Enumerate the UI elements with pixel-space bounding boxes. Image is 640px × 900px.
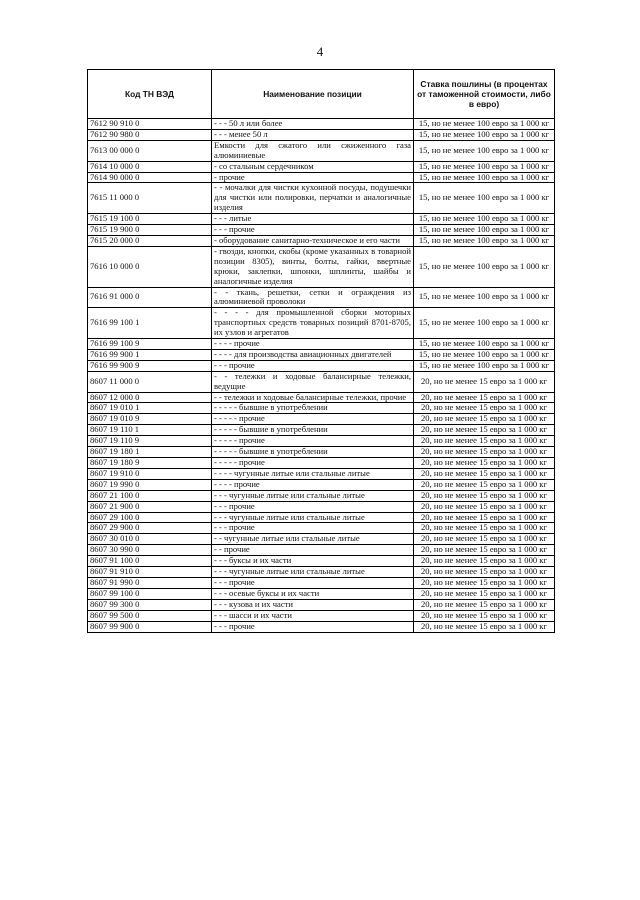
rate-cell: 20, но не менее 15 евро за 1 000 кг [414,577,555,588]
name-cell: - - - - для производства авиационных двигателей [212,349,414,360]
name-cell: - - мочалки для чистки кухонной посуды, подушечки для чистки или полировки, перчатки и аналогичные изделия [212,183,414,214]
name-cell: - - - менее 50 л [212,129,414,140]
table-row [88,425,555,436]
name-cell: - - - прочие [212,621,414,632]
code-cell: 8607 29 900 0 [88,523,212,534]
code-cell: 7612 90 910 0 [88,119,212,130]
rate-cell: 20, но не менее 15 евро за 1 000 кг [414,447,555,458]
name-cell: - - - осевые буксы и их части [212,588,414,599]
rate-cell: 20, но не менее 15 евро за 1 000 кг [414,523,555,534]
rate-cell: 15, но не менее 100 евро за 1 000 кг [414,129,555,140]
rate-cell: 20, но не менее 15 евро за 1 000 кг [414,556,555,567]
rate-cell: 15, но не менее 100 евро за 1 000 кг [414,235,555,246]
name-cell: - - - шасси и их части [212,610,414,621]
rate-cell: 15, но не менее 100 евро за 1 000 кг [414,214,555,225]
code-cell: 7616 91 000 0 [88,287,212,308]
table-header-row [88,70,555,119]
table-row [88,235,555,246]
code-cell: 8607 21 100 0 [88,490,212,501]
table-row [88,287,555,308]
code-cell: 8607 99 500 0 [88,610,212,621]
table-row [88,403,555,414]
code-cell: 8607 30 990 0 [88,545,212,556]
table-row [88,436,555,447]
table-row [88,161,555,172]
rate-cell: 15, но не менее 100 евро за 1 000 кг [414,183,555,214]
code-cell: 7615 20 000 0 [88,235,212,246]
code-cell: 8607 19 990 0 [88,479,212,490]
rate-cell: 20, но не менее 15 евро за 1 000 кг [414,545,555,556]
page-number: 4 [316,44,324,59]
code-cell: 7615 11 000 0 [88,183,212,214]
table-row [88,577,555,588]
header-name: Наименование позиции [212,70,414,119]
table-row [88,468,555,479]
code-cell: 7615 19 100 0 [88,214,212,225]
code-cell: 8607 19 010 1 [88,403,212,414]
code-cell: 8607 19 010 9 [88,414,212,425]
rate-cell: 20, но не менее 15 евро за 1 000 кг [414,610,555,621]
name-cell: - - - кузова и их части [212,599,414,610]
rate-cell: 15, но не менее 100 евро за 1 000 кг [414,360,555,371]
table-row [88,610,555,621]
rate-cell: 15, но не менее 100 евро за 1 000 кг [414,246,555,287]
rate-cell: 15, но не менее 100 евро за 1 000 кг [414,308,555,339]
table-row [88,490,555,501]
name-cell: - - - 50 л или более [212,119,414,130]
table-row [88,501,555,512]
name-cell: - - прочие [212,545,414,556]
rate-cell: 15, но не менее 100 евро за 1 000 кг [414,140,555,161]
name-cell: Емкости для сжатого или сжиженного газа алюминиевые [212,140,414,161]
table-row [88,556,555,567]
code-cell: 8607 91 910 0 [88,567,212,578]
table-row [88,621,555,632]
rate-cell: 20, но не менее 15 евро за 1 000 кг [414,458,555,469]
tariff-table [87,69,555,633]
name-cell: - - - чугунные литые или стальные литые [212,512,414,523]
table-row [88,523,555,534]
name-cell: - - чугунные литые или стальные литые [212,534,414,545]
table-row [88,479,555,490]
table-row [88,545,555,556]
rate-cell: 20, но не менее 15 евро за 1 000 кг [414,512,555,523]
code-cell: 8607 19 180 9 [88,458,212,469]
rate-cell: 20, но не менее 15 евро за 1 000 кг [414,425,555,436]
rate-cell: 20, но не менее 15 евро за 1 000 кг [414,414,555,425]
name-cell: - - - прочие [212,577,414,588]
code-cell: 7616 99 900 9 [88,360,212,371]
name-cell: - - - чугунные литые или стальные литые [212,567,414,578]
table-row [88,567,555,578]
table-row [88,172,555,183]
code-cell: 7616 99 100 9 [88,339,212,350]
code-cell: 8607 12 000 0 [88,392,212,403]
code-cell: 7614 90 000 0 [88,172,212,183]
name-cell: - - - - прочие [212,339,414,350]
table-row [88,183,555,214]
table-row [88,119,555,130]
name-cell: - - ткань, решетки, сетки и ограждения из алюминиевой проволоки [212,287,414,308]
name-cell: - со стальным сердечником [212,161,414,172]
name-cell: - - - - - прочие [212,458,414,469]
name-cell: - - - - - бывшие в употреблении [212,403,414,414]
table-row [88,246,555,287]
code-cell: 7613 00 000 0 [88,140,212,161]
table-row [88,458,555,469]
code-cell: 8607 19 910 0 [88,468,212,479]
table-row [88,339,555,350]
rate-cell: 15, но не менее 100 евро за 1 000 кг [414,349,555,360]
rate-cell: 20, но не менее 15 евро за 1 000 кг [414,392,555,403]
code-cell: 8607 99 300 0 [88,599,212,610]
code-cell: 8607 19 110 9 [88,436,212,447]
rate-cell: 15, но не менее 100 евро за 1 000 кг [414,287,555,308]
rate-cell: 20, но не менее 15 евро за 1 000 кг [414,534,555,545]
rate-cell: 15, но не менее 100 евро за 1 000 кг [414,119,555,130]
code-cell: 7616 99 900 1 [88,349,212,360]
name-cell: - - тележки и ходовые балансирные тележки, прочие [212,392,414,403]
name-cell: - прочие [212,172,414,183]
rate-cell: 20, но не менее 15 евро за 1 000 кг [414,403,555,414]
header-rate: Ставка пошлины (в процентах от таможенной стоимости, либо в евро) [414,70,555,119]
code-cell: 8607 19 180 1 [88,447,212,458]
rate-cell: 15, но не менее 100 евро за 1 000 кг [414,161,555,172]
rate-cell: 15, но не менее 100 евро за 1 000 кг [414,339,555,350]
name-cell: - - - - для промышленной сборки моторных транспортных средств товарных позиций 8701-8705, их узлов и агрегатов [212,308,414,339]
table-row [88,371,555,392]
table-row [88,360,555,371]
rate-cell: 20, но не менее 15 евро за 1 000 кг [414,621,555,632]
table-row [88,447,555,458]
code-cell: 8607 21 900 0 [88,501,212,512]
rate-cell: 20, но не менее 15 евро за 1 000 кг [414,479,555,490]
code-cell: 8607 19 110 1 [88,425,212,436]
name-cell: - - - - - прочие [212,436,414,447]
table-row [88,512,555,523]
table-row [88,225,555,236]
code-cell: 7616 99 100 1 [88,308,212,339]
code-cell: 8607 30 010 0 [88,534,212,545]
name-cell: - - - прочие [212,523,414,534]
table-row [88,392,555,403]
table-row [88,349,555,360]
name-cell: - оборудование санитарно-техническое и его части [212,235,414,246]
name-cell: - - - буксы и их части [212,556,414,567]
table-row [88,534,555,545]
rate-cell: 20, но не менее 15 евро за 1 000 кг [414,468,555,479]
name-cell: - - - - - прочие [212,414,414,425]
name-cell: - - - - чугунные литые или стальные литые [212,468,414,479]
code-cell: 8607 91 100 0 [88,556,212,567]
header-code: Код ТН ВЭД [88,70,212,119]
name-cell: - - - - - бывшие в употреблении [212,447,414,458]
rate-cell: 20, но не менее 15 евро за 1 000 кг [414,567,555,578]
name-cell: - - - литые [212,214,414,225]
code-cell: 7614 10 000 0 [88,161,212,172]
rate-cell: 20, но не менее 15 евро за 1 000 кг [414,436,555,447]
name-cell: - - - - - бывшие в употреблении [212,425,414,436]
rate-cell: 20, но не менее 15 евро за 1 000 кг [414,490,555,501]
code-cell: 8607 29 100 0 [88,512,212,523]
table-row [88,588,555,599]
name-cell: - - - чугунные литые или стальные литые [212,490,414,501]
table-row [88,599,555,610]
table-row [88,308,555,339]
code-cell: 7612 90 980 0 [88,129,212,140]
rate-cell: 20, но не менее 15 евро за 1 000 кг [414,588,555,599]
table-row [88,140,555,161]
table-row [88,214,555,225]
code-cell: 8607 99 100 0 [88,588,212,599]
rate-cell: 15, но не менее 100 евро за 1 000 кг [414,172,555,183]
name-cell: - - - прочие [212,225,414,236]
rate-cell: 20, но не менее 15 евро за 1 000 кг [414,501,555,512]
name-cell: - - - прочие [212,360,414,371]
name-cell: - гвозди, кнопки, скобы (кроме указанных в товарной позиции 8305), винты, болты, гайки, ввертные крюки, заклепки, шпонки, шплинты, шайбы и аналогичные изделия [212,246,414,287]
table-row [88,414,555,425]
code-cell: 7615 19 900 0 [88,225,212,236]
rate-cell: 15, но не менее 100 евро за 1 000 кг [414,225,555,236]
rate-cell: 20, но не менее 15 евро за 1 000 кг [414,599,555,610]
name-cell: - - - прочие [212,501,414,512]
rate-cell: 20, но не менее 15 евро за 1 000 кг [414,371,555,392]
code-cell: 8607 91 990 0 [88,577,212,588]
table-body [88,119,555,633]
name-cell: - - тележки и ходовые балансирные тележки, ведущие [212,371,414,392]
code-cell: 7616 10 000 0 [88,246,212,287]
name-cell: - - - - прочие [212,479,414,490]
code-cell: 8607 11 000 0 [88,371,212,392]
table-row [88,129,555,140]
code-cell: 8607 99 900 0 [88,621,212,632]
